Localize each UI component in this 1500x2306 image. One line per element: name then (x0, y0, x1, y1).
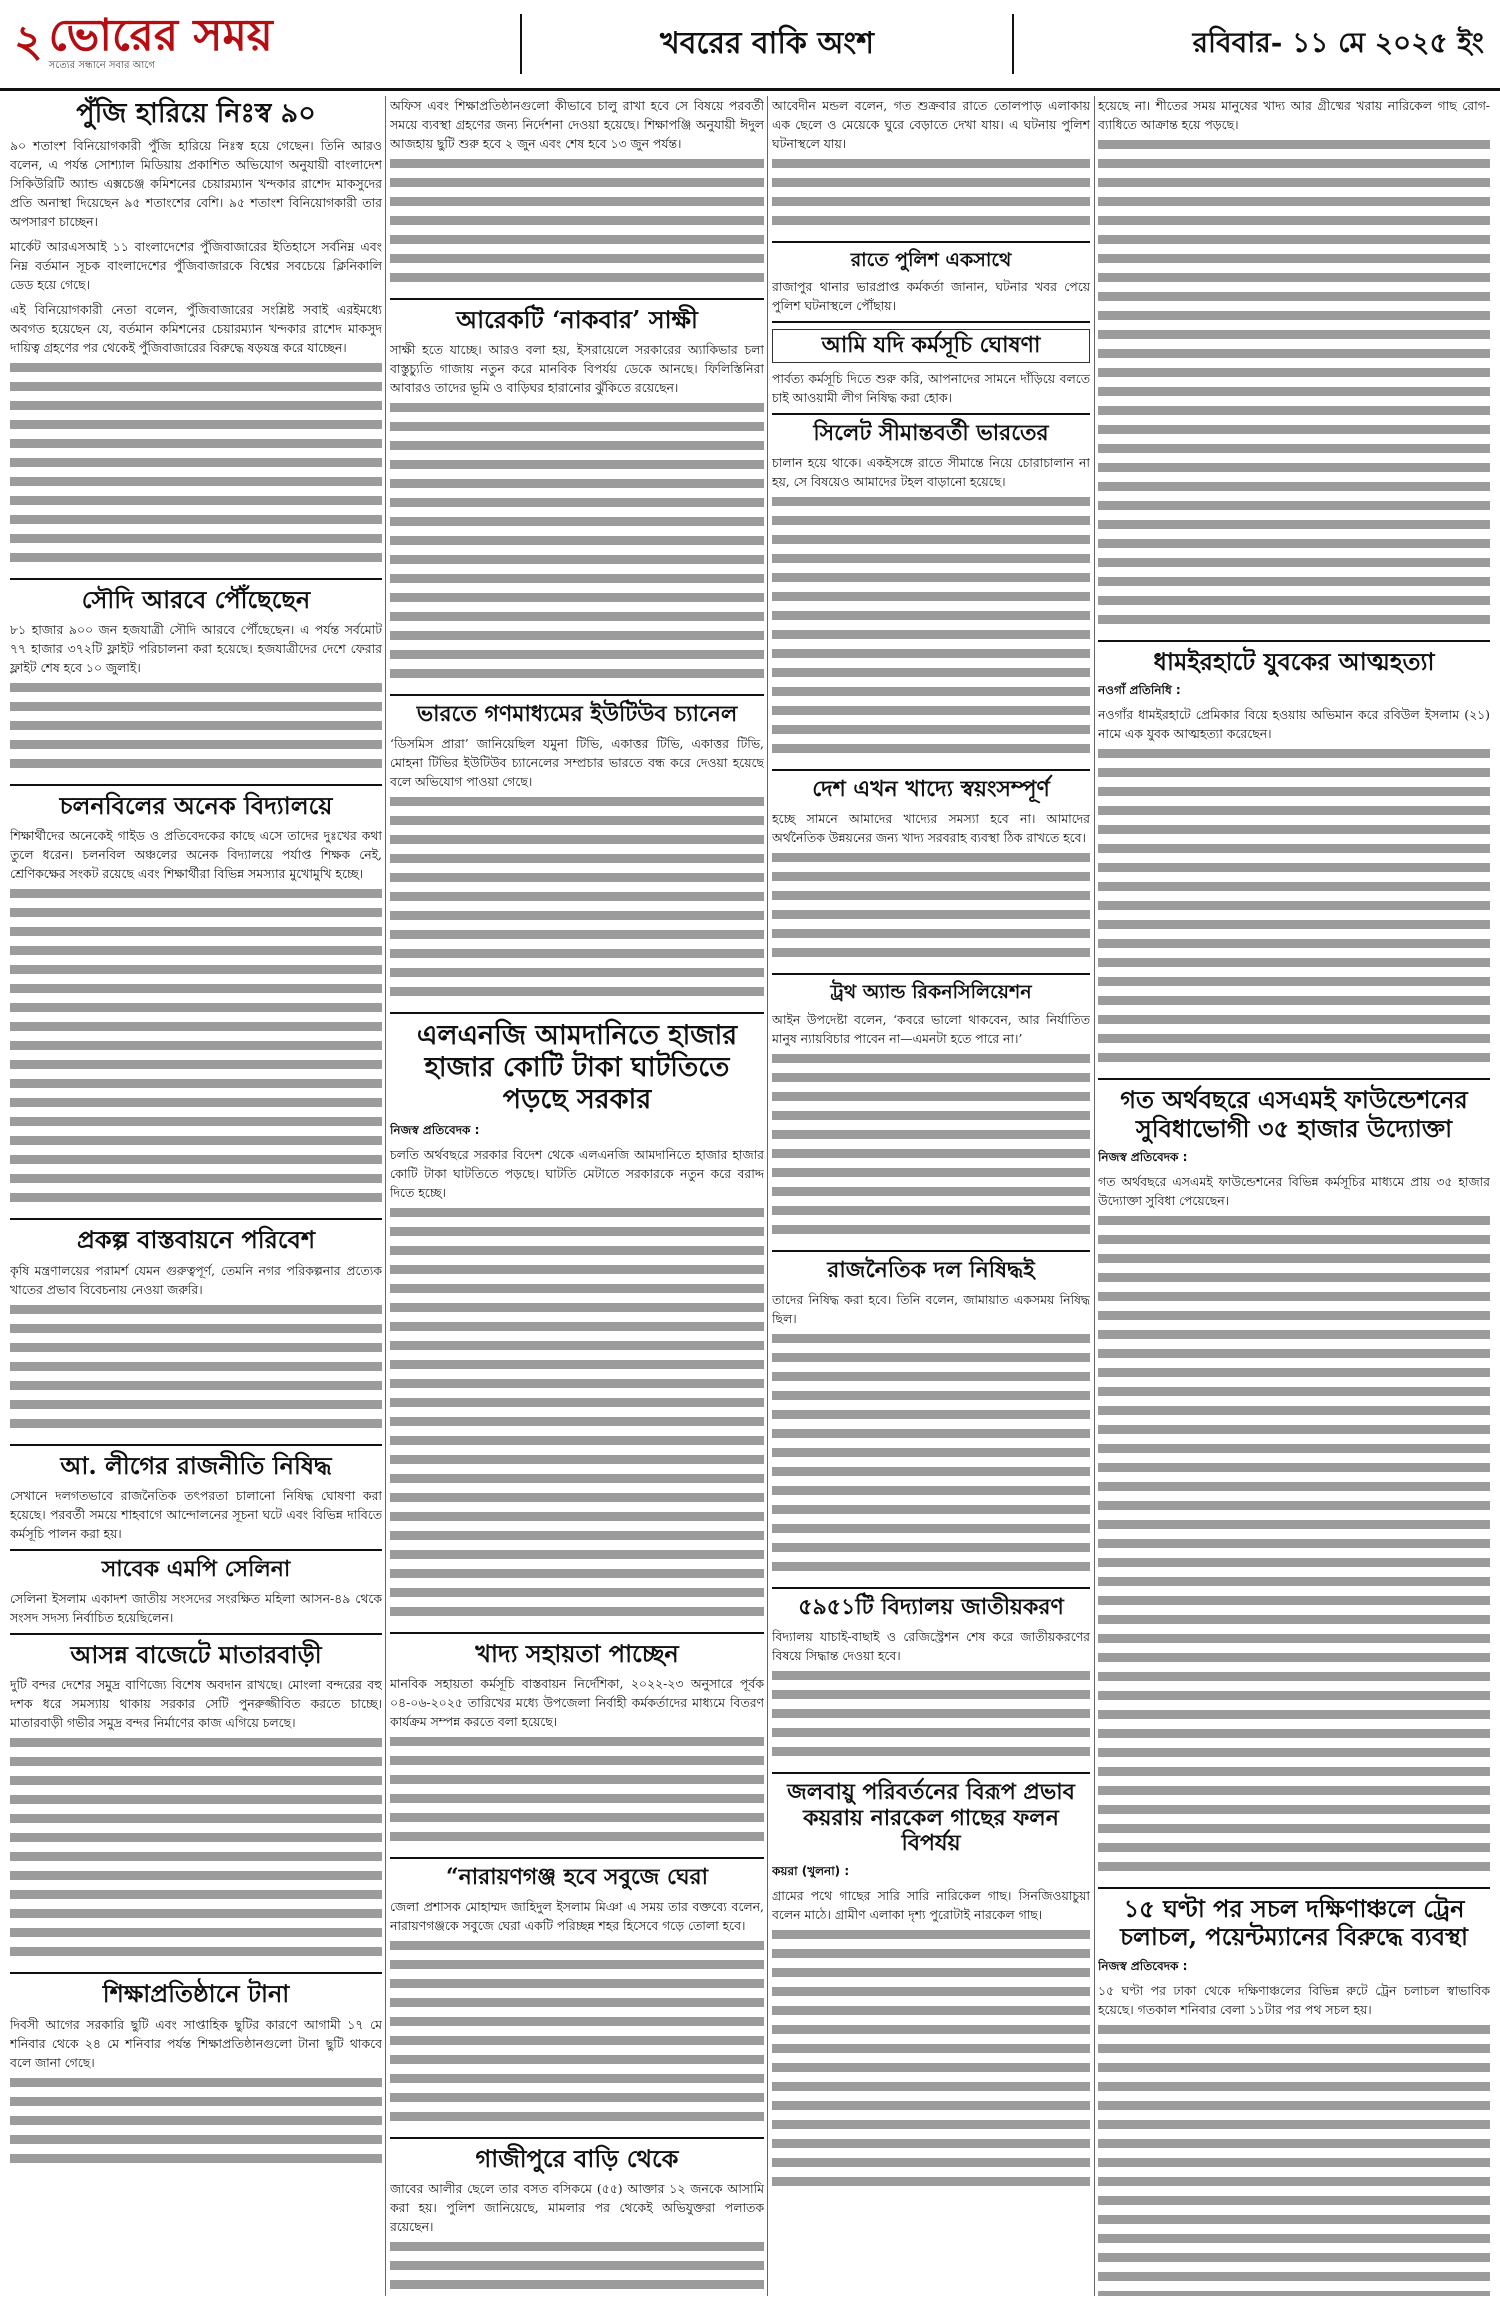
column-far-right (1098, 96, 1490, 2296)
article-text: ৯০ শতাংশ বিনিয়োগকারী পুঁজি হারিয়ে নিঃস্ব হয়ে গেছেন। তিনি আরও বলেন, এ পর্যন্ত সোশ্যাল মিডিয়ায় প্রকাশিত অভিযোগ অনুযায়ী বাংলাদেশ সিকিউরিটি অ্যান্ড এক্সচেঞ্জ কমিশনের চেয়ারম্যান খন্দকার রাশেদ মাকসুদের প্রতি অনাস্থা দিয়েছেন ৯৫ শতাংশের বেশি। ৯৫ শতাংশ বিনিয়োগকারী তার অপসারণ চাচ্ছেন। (10, 137, 382, 229)
headline: রাজনৈতিক দল নিষিদ্ধই (827, 1256, 1035, 1283)
article-text: আবেদীন মন্ডল বলেন, গত শুক্রবার রাতে তোলপাড় এলাকায় এক ছেলে ও মেয়েকে ঘুরে বেড়াতে দেখা যায়। এ ঘটনায় পুলিশ ঘটনাস্থলে যায়। (772, 98, 1090, 151)
article-text-continued (772, 853, 1090, 967)
headline: ৫৯৫১টি বিদ্যালয় জাতীয়করণ (798, 1593, 1064, 1620)
divider (772, 973, 1090, 975)
article-text-continued (772, 159, 1090, 235)
divider (390, 1632, 764, 1634)
headline: গত অর্থবছরে এসএমই ফাউন্ডেশনের সুবিধাভোগী ৩৫ হাজার উদ্যোক্তা (1120, 1085, 1468, 1143)
divider (1098, 1887, 1490, 1889)
article-text-continued (10, 363, 382, 572)
article-text-continued (390, 1208, 764, 1626)
article-text-continued (390, 403, 764, 688)
column-divider (385, 96, 386, 2296)
divider (772, 1772, 1090, 1774)
article-text-continued (390, 2242, 764, 2296)
headline: সাবেক এমপি সেলিনা (101, 1556, 291, 1583)
article-text-continued (10, 2078, 382, 2173)
article-text: সেলিনা ইসলাম একাদশ জাতীয় সংসদের সংরক্ষিত মহিলা আসন-৪৯ থেকে সংসদ সদস্য নির্বাচিত হয়েছিলেন। (10, 1591, 382, 1626)
headline: আরেকটি ‘নাকবার’ সাক্ষী (456, 305, 698, 334)
masthead (0, 0, 1500, 91)
column-divider (767, 96, 768, 2296)
divider (1098, 640, 1490, 642)
headline: ট্রথ অ্যান্ড রিকনসিলিয়েশন (830, 981, 1032, 1004)
byline: নিজস্ব প্রতিবেদক : (390, 1122, 480, 1137)
article-text-continued (772, 497, 1090, 763)
article-text-continued (10, 683, 382, 778)
article-text-continued (772, 1334, 1090, 1581)
article-text-continued (10, 1305, 382, 1438)
article-text-continued (10, 889, 382, 1212)
divider (10, 1633, 382, 1635)
section-title: খবরের বাকি অংশ (660, 25, 874, 61)
column-left (10, 96, 382, 2296)
article-text: দিবসী আগের সরকারি ছুটি এবং সাপ্তাহিক ছুটির কারণে আগামী ১৭ মে শনিবার থেকে ২৪ মে শনিবার পর্যন্ত শিক্ষাপ্রতিষ্ঠানগুলো টানা ছুটি থাকবে বলে জানা গেছে। (10, 2016, 382, 2070)
headline: জলবায়ু পরিবর্তনের বিরূপ প্রভাব কয়রায় নারকেল গাছের ফলন বিপর্যয় (787, 1778, 1075, 1857)
divider (772, 321, 1090, 323)
byline: কয়রা (খুলনা) : (772, 1864, 850, 1879)
article-text: এই বিনিয়োগকারী নেতা বলেন, পুঁজিবাজারের সংশ্লিষ্ট সবাই এরইমধ্যে অবগত হয়েছেন যে, বর্তমান কমিশনের চেয়ারম্যান খন্দকার রাশেদ মাকসুদ দায়িত্ব গ্রহণের পর থেকেই পুঁজিবাজারের বিরুদ্ধে ষড়যন্ত্র করে যাচ্ছেন। (10, 301, 382, 355)
article-text: নওগাঁর ধামইরহাটে প্রেমিকার বিয়ে হওয়ায় অভিমান করে রবিউল ইসলাম (২১) নামে এক যুবক আত্মহত্যা করেছেন। (1098, 707, 1490, 742)
divider (10, 1972, 382, 1974)
headline: ভারতে গণমাধ্যমের ইউটিউব চ্যানেল (416, 701, 738, 728)
article-text-continued (1098, 1216, 1490, 1881)
article-text: সাক্ষী হতে যাচ্ছে। আরও বলা হয়, ইসরায়েলে সরকারের অ্যাকিভার চলা বাস্তুচ্যুতি গাজায় নতুন করে মানবিক বিপর্যয় ডেকে আনছে। ফিলিস্তিনিরা আবারও তাদের ভূমি ও বাড়িঘর হারানোর ঝুঁকিতে রয়েছেন। (390, 342, 764, 396)
divider (1098, 1078, 1490, 1080)
article-text: হচ্ছে সামনে আমাদের খাদ্যের সমস্যা হবে না। আমাদের অর্থনৈতিক উন্নয়নের জন্য খাদ্য সরবরাহ ব্যবস্থা ঠিক রাখতে হবে। (772, 811, 1090, 846)
divider (772, 769, 1090, 771)
column-right (772, 96, 1090, 2296)
article-text: অফিস এবং শিক্ষাপ্রতিষ্ঠানগুলো কীভাবে চালু রাখা হবে সে বিষয়ে পরবর্তী সময়ে ব্যবস্থা গ্রহণের জন্য নির্দেশনা দেওয়া হয়েছে। শিক্ষাপঞ্জি অনুযায়ী ঈদুল আজহায় ছুটি শুরু হবে ২ জুন এবং শেষ হবে ১৩ জুন পর্যন্ত। (390, 98, 764, 151)
issue-date: রবিবার- ১১ মে ২০২৫ ইং (1192, 25, 1484, 59)
headline: আসন্ন বাজেটে মাতারবাড়ী (70, 1640, 322, 1670)
divider (772, 413, 1090, 415)
divider (772, 241, 1090, 243)
article-text: তাদের নিষিদ্ধ করা হবে। তিনি বলেন, জামায়াত একসময় নিষিদ্ধ ছিল। (772, 1291, 1090, 1326)
article-text: বিদ্যালয় যাচাই-বাছাই ও রেজিস্ট্রেশন শেষ করে জাতীয়করণের বিষয়ে সিদ্ধান্ত দেওয়া হবে। (772, 1628, 1090, 1663)
headline: রাতে পুলিশ একসাথে (850, 249, 1012, 271)
headline: দেশ এখন খাদ্যে স্বয়ংসম্পূর্ণ (812, 776, 1050, 803)
article-text: দুটি বন্দর দেশের সমুদ্র বাণিজ্যে বিশেষ অবদান রাখছে। মোংলা বন্দরের বহু দশক ধরে সমস্যায় থাকায় সরকার সেটি পুনরুজ্জীবিত করতে চাচ্ছে। মাতারবাড়ী গভীর সমুদ্র বন্দর নির্মাণের কাজ এগিয়ে চলছে। (10, 1677, 382, 1731)
article-text-continued (1098, 749, 1490, 1072)
newspaper-tagline: সত্যের সন্ধানে সবার আগে (48, 59, 155, 71)
masthead-brand (0, 0, 520, 88)
divider (390, 694, 764, 696)
article-text-continued (772, 1671, 1090, 1766)
article-text-continued (390, 159, 764, 292)
headline: চলনবিলের অনেক বিদ্যালয়ে (59, 791, 333, 821)
headline: আমি যদি কর্মসূচি ঘোষণা (772, 329, 1090, 363)
headline: “নারায়ণগঞ্জ হবে সবুজে ঘেরা (445, 1864, 709, 1891)
page-number: ২ (14, 15, 43, 67)
section-box (520, 14, 1014, 74)
divider (390, 298, 764, 300)
divider (390, 1857, 764, 1859)
divider (390, 1012, 764, 1014)
article-text-continued (1098, 2025, 1490, 2296)
article-text: রাজাপুর থানার ভারপ্রাপ্ত কর্মকর্তা জানান, ঘটনার খবর পেয়ে পুলিশ ঘটনাস্থলে পৌঁছায়। (772, 279, 1090, 314)
headline: শিক্ষাপ্রতিষ্ঠানে টানা (102, 1979, 290, 2009)
headline: খাদ্য সহায়তা পাচ্ছেন (475, 1638, 679, 1668)
article-text: হয়েছে না। শীতের সময় মানুষের খাদ্য আর গ্রীষ্মের খরায় নারিকেল গাছ রোগ-ব্যাধিতে আক্রান্ত হয়ে পড়ছে। (1098, 98, 1490, 132)
headline: সিলেট সীমান্তবর্তী ভারতের (813, 420, 1049, 447)
article-text-continued (390, 797, 764, 1006)
article-text-continued (390, 1737, 764, 1851)
article-text: জাবের আলীর ছেলে তার বসত বসিকমে (৫৫) আক্তার ১২ জনকে আসামি করা হয়। পুলিশ জানিয়েছে, মামলার পর থেকেই অভিযুক্তরা পলাতক রয়েছেন। (390, 2181, 764, 2235)
article-text: চলতি অর্থবছরে সরকার বিদেশ থেকে এলএনজি আমদানিতে হাজার হাজার কোটি টাকা ঘাটতিতে পড়ছে। ঘাটতি মেটাতে সরকারকে নতুন করে বরাদ্দ দিতে হচ্ছে। (390, 1146, 764, 1200)
divider (10, 1444, 382, 1446)
article-text: ৮১ হাজার ৯০০ জন হজযাত্রী সৌদি আরবে পৌঁছেছেন। এ পর্যন্ত সর্বমোট ৭৭ হাজার ৩৭২টি ফ্লাইট পরিচালনা করা হয়েছে। হজযাত্রীদের দেশে ফেরার ফ্লাইট শেষ হবে ১০ জুলাই। (10, 622, 382, 676)
divider (10, 784, 382, 786)
article-text-continued (772, 1930, 1090, 2196)
article-text: ‘ডিসমিস প্রারা’ জানিয়েছিল যমুনা টিভি, একাত্তর টিভি, একাত্তর টিভি, মোহনা টিভির ইউটিউব চ্যানেলের সম্প্রচার ভারতে বন্ধ করে দেওয়া হয়েছে বলে অভিযোগ পাওয়া গেছে। (390, 736, 764, 790)
newspaper-logo: ভোরের সময় (48, 9, 273, 61)
article-text: গত অর্থবছরে এসএমই ফাউন্ডেশনের বিভিন্ন কর্মসূচির মাধ্যমে প্রায় ৩৫ হাজার উদ্যোক্তা সুবিধা পেয়েছেন। (1098, 1173, 1490, 1208)
article-text: পার্বত্য কর্মসূচি দিতে শুরু করি, আপনাদের সামনে দাঁড়িয়ে বলতে চাই আওয়ামী লীগ নিষিদ্ধ করা হোক। (772, 371, 1090, 406)
headline: পুঁজি হারিয়ে নিঃস্ব ৯০ (76, 98, 316, 129)
divider (390, 2137, 764, 2139)
divider (772, 1250, 1090, 1252)
article-text: শিক্ষার্থীদের অনেকেই গাইড ও প্রতিবেদকের কাছে এসে তাদের দুঃখের কথা তুলে ধরেন। চলনবিল অঞ্চলের অনেক বিদ্যালয়ে পর্যাপ্ত শিক্ষক নেই, শ্রেণিকক্ষের সংকট রয়েছে এবং শিক্ষার্থীরা বিভিন্ন সমস্যার মুখোমুখি হচ্ছে। (10, 828, 382, 882)
byline: নিজস্ব প্রতিবেদক : (1098, 1958, 1188, 1973)
article-text: ১৫ ঘণ্টা পর ঢাকা থেকে দক্ষিণাঞ্চলের বিভিন্ন রুটে ট্রেন চলাচল স্বাভাবিক হয়েছে। গতকাল শনিবার বেলা ১১টার পর পথ সচল হয়। (1098, 1982, 1490, 2017)
article-text: গ্রামের পথে গাছের সারি সারি নারিকেল গাছ। সিনজিওয়াচুয়া বলেন মাঠে। গ্রামীণ এলাকা দৃশ্য পুরোটাই নারকেল গাছ। (772, 1888, 1090, 1923)
article-text: জেলা প্রশাসক মোহাম্মদ জাহিদুল ইসলাম মিঞা এ সময় তার বক্তব্যে বলেন, নারায়ণগঞ্জকে সবুজে ঘেরা একটি পরিচ্ছন্ন শহর হিসেবে গড়ে তোলা হবে। (390, 1899, 764, 1934)
article-text: আইন উপদেষ্টা বলেন, ‘কবরে ভালো থাকবেন, আর নির্যাতিত মানুষ ন্যায়বিচার পাবেন না—এমনটা হতে পারে না।’ (772, 1011, 1090, 1046)
article-text-continued (772, 1054, 1090, 1244)
divider (772, 1587, 1090, 1589)
headline: প্রকল্প বাস্তবায়নে পরিবেশ (76, 1225, 316, 1255)
article-text-continued (10, 1738, 382, 1966)
byline: নওগাঁ প্রতিনিধি : (1098, 683, 1181, 698)
byline: নিজস্ব প্রতিবেদক : (1098, 1149, 1188, 1164)
headline: গাজীপুরে বাড়ি থেকে (475, 2144, 679, 2174)
headline: আ. লীগের রাজনীতি নিষিদ্ধ (60, 1450, 332, 1480)
article-text: মানবিক সহায়তা কর্মসূচি বাস্তবায়ন নির্দেশিকা, ২০২২-২৩ অনুসারে পূর্বক ০৪-০৬-২০২৫ তারিখের মধ্যে উপজেলা নির্বাহী কর্মকর্তাদের মাধ্যমে বিতরণ কার্যক্রম সম্পন্ন করতে বলা হয়েছে। (390, 1676, 764, 1730)
headline: এলএনজি আমদানিতে হাজার হাজার কোটি টাকা ঘাটতিতে পড়ছে সরকার (416, 1020, 738, 1115)
article-text-continued (390, 1941, 764, 2131)
divider (10, 578, 382, 580)
divider (10, 1218, 382, 1220)
column-divider (1094, 96, 1095, 2296)
headline: সৌদি আরবে পৌঁছেছেন (81, 584, 311, 614)
headline: ধামইরহাটে যুবকের আত্মহত্যা (1153, 647, 1435, 676)
article-text-continued (1098, 140, 1490, 634)
logo-block (48, 9, 273, 75)
article-text: চালান হয়ে থাকে। একইসঙ্গে রাতে সীমান্তে নিয়ে চোরাচালান না হয়, সে বিষয়েও আমাদের টহল বাড়ানো হয়েছে। (772, 455, 1090, 490)
article-text: মার্কেট আরএসআই ১১ বাংলাদেশের পুঁজিবাজারের ইতিহাসে সর্বনিম্ন এবং নিম্ন বর্তমান সূচক বাংলাদেশের পুঁজিবাজারকে বিশ্বের সবচেয়ে ক্লিনিকালি ডেড হয়ে গেছে। (10, 238, 382, 292)
divider (10, 1549, 382, 1551)
column-middle (390, 96, 764, 2296)
headline: ১৫ ঘণ্টা পর সচল দক্ষিণাঞ্চলে ট্রেন চলাচল, পয়েন্টম্যানের বিরুদ্ধে ব্যবস্থা (1120, 1893, 1468, 1952)
article-text: সেখানে দলগতভাবে রাজনৈতিক তৎপরতা চালানো নিষিদ্ধ ঘোষণা করা হয়েছে। পরবর্তী সময়ে শাহবাগে আন্দোলনের সূচনা ঘটে এবং বিভিন্ন দাবিতে কর্মসূচি পালন করা হয়। (10, 1488, 382, 1542)
article-text: কৃষি মন্ত্রণালয়ের পরামর্শ যেমন গুরুত্বপূর্ণ, তেমনি নগর পরিকল্পনার প্রত্যেক খাতের প্রভাব বিবেচনায় নেওয়া জরুরি। (10, 1262, 382, 1297)
